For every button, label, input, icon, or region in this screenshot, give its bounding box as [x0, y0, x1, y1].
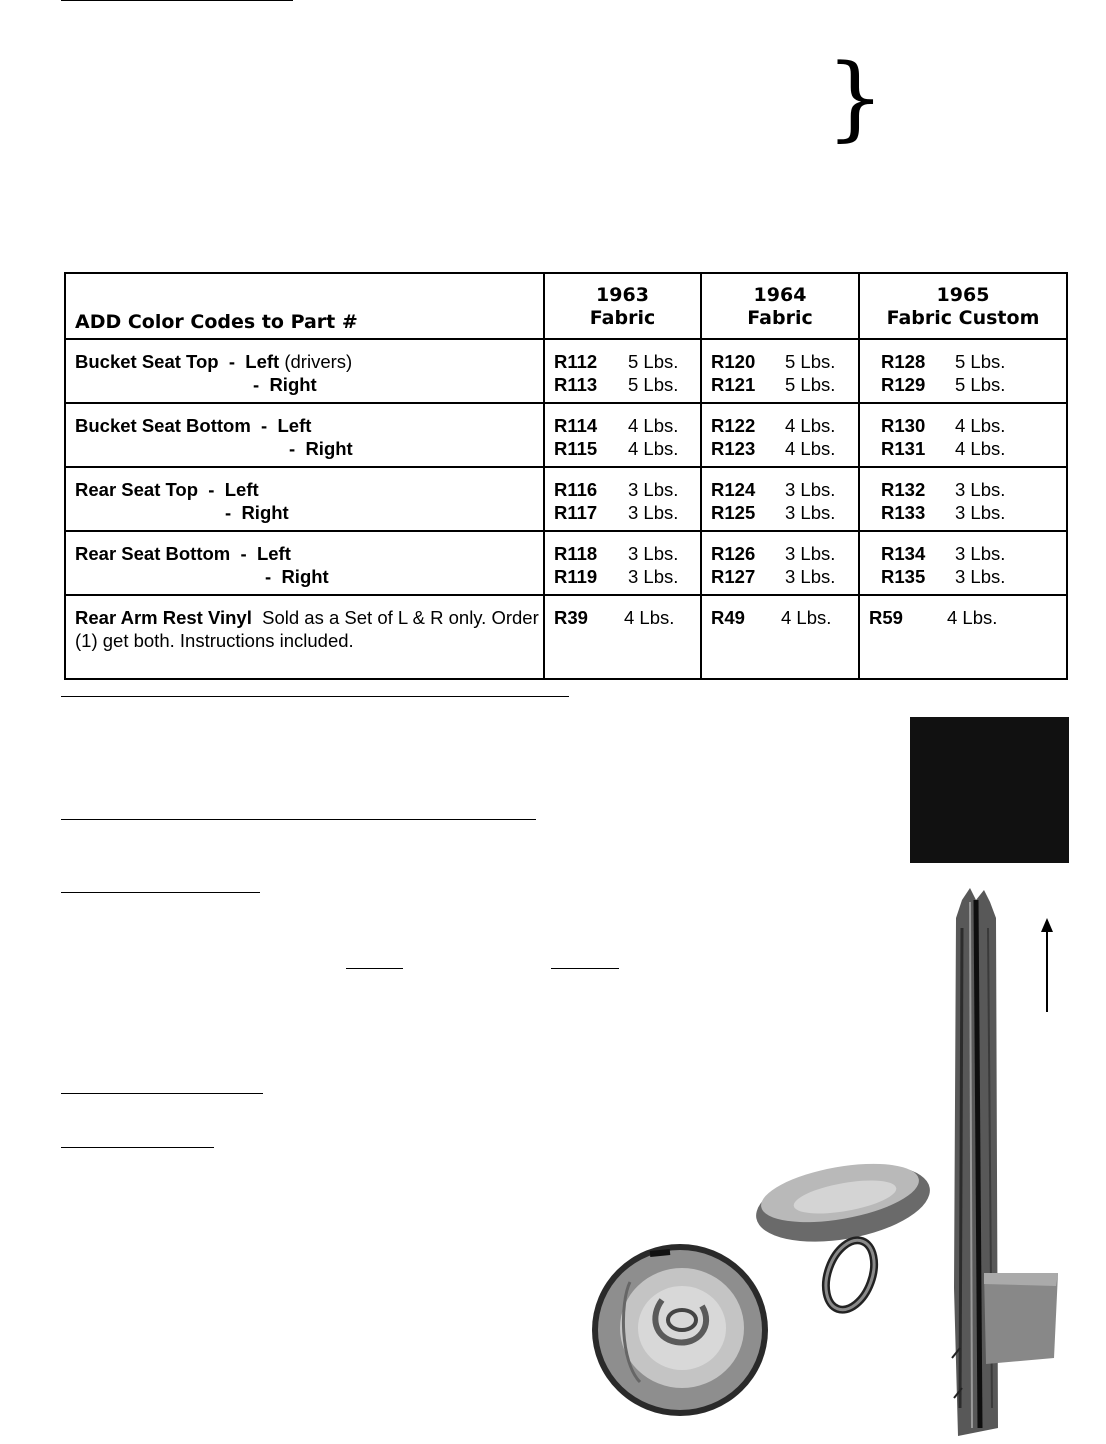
cell-1963: [544, 339, 701, 403]
cell-1964: [701, 467, 859, 531]
row-line1-extra: (drivers): [279, 351, 353, 372]
part-weight: 4 Lbs.: [628, 438, 679, 459]
row-line1: Rear Seat Bottom - Left: [75, 543, 291, 564]
part-code: R117: [554, 502, 598, 523]
brace-symbol: }: [826, 44, 885, 151]
row-description: [65, 531, 544, 595]
cell-1964: [701, 531, 859, 595]
underline-rule: [346, 968, 403, 969]
row-description: [65, 339, 544, 403]
row-line2: - Right: [289, 438, 353, 459]
row-description: [65, 403, 544, 467]
button-back-photo: [590, 1242, 770, 1418]
part-code: R125: [711, 502, 756, 523]
header-col-1964: [701, 273, 859, 339]
part-code: R130: [881, 415, 926, 436]
covered-button-photo: [750, 1163, 936, 1325]
underline-rule: [61, 696, 569, 697]
part-code: R39: [554, 607, 588, 628]
table-row: [65, 531, 1067, 595]
part-weight: 3 Lbs.: [955, 479, 1006, 500]
part-code: R59: [869, 607, 903, 628]
underline-rule: [61, 819, 536, 820]
row-line2: - Right: [253, 374, 317, 395]
part-weight: 4 Lbs.: [785, 438, 836, 459]
row-line1: Bucket Seat Top - Left: [75, 351, 280, 372]
part-code: R120: [711, 351, 756, 372]
part-code: R135: [881, 566, 926, 587]
part-weight: 3 Lbs.: [785, 566, 836, 587]
part-weight: 4 Lbs.: [955, 415, 1006, 436]
table-row: [65, 339, 1067, 403]
part-code: R113: [554, 374, 598, 395]
cell-1963: [544, 531, 701, 595]
part-code: R49: [711, 607, 745, 628]
part-weight: 5 Lbs.: [628, 351, 679, 372]
part-weight: 5 Lbs.: [955, 351, 1006, 372]
part-weight: 3 Lbs.: [628, 502, 679, 523]
underline-rule: [61, 1093, 263, 1094]
header-year: 1965: [936, 284, 990, 306]
table-row-armrest: [65, 595, 1067, 679]
header-year: 1963: [596, 284, 649, 306]
part-code: R134: [881, 543, 926, 564]
table-header-row: [65, 273, 1067, 339]
part-weight: 4 Lbs.: [785, 415, 836, 436]
part-weight: 3 Lbs.: [785, 543, 836, 564]
heading-underline: [61, 0, 293, 1]
part-weight: 3 Lbs.: [955, 566, 1006, 587]
underline-rule: [61, 1147, 214, 1148]
row-description: [65, 467, 544, 531]
part-code: R122: [711, 415, 756, 436]
table-row: [65, 403, 1067, 467]
color-swatch-black: [910, 717, 1069, 863]
part-code: R126: [711, 543, 756, 564]
underline-rule: [551, 968, 619, 969]
part-code: R118: [554, 543, 598, 564]
part-weight: 4 Lbs.: [947, 607, 998, 628]
part-weight: 3 Lbs.: [955, 543, 1006, 564]
cell-1964: [701, 595, 859, 679]
cell-1965: [859, 403, 1067, 467]
parts-table: [64, 272, 1068, 680]
cell-1964: [701, 403, 859, 467]
part-weight: 5 Lbs.: [955, 374, 1006, 395]
part-code: R119: [554, 566, 598, 587]
part-weight: 4 Lbs.: [628, 415, 679, 436]
cell-1965: [859, 467, 1067, 531]
part-code: R112: [554, 351, 598, 372]
part-code: R127: [711, 566, 756, 587]
part-weight: 5 Lbs.: [628, 374, 679, 395]
part-code: R129: [881, 374, 926, 395]
part-code: R123: [711, 438, 756, 459]
header-type: Fabric: [589, 307, 656, 329]
header-col-1965: [859, 273, 1067, 339]
part-code: R133: [881, 502, 926, 523]
part-weight: 3 Lbs.: [785, 479, 836, 500]
armrest-text: Sold as a Set of L & R only. Order (1) get both. Instructions included.: [75, 607, 539, 651]
part-weight: 3 Lbs.: [628, 543, 679, 564]
part-weight: 4 Lbs.: [955, 438, 1006, 459]
cell-1964: [701, 339, 859, 403]
part-weight: 3 Lbs.: [785, 502, 836, 523]
row-line1: Bucket Seat Bottom - Left: [75, 415, 312, 436]
header-year: 1964: [753, 284, 807, 306]
row-line1: Rear Seat Top - Left: [75, 479, 259, 500]
part-weight: 5 Lbs.: [785, 351, 836, 372]
part-weight: 4 Lbs.: [781, 607, 832, 628]
part-weight: 3 Lbs.: [628, 566, 679, 587]
cell-1963: [544, 595, 701, 679]
part-code: R124: [711, 479, 756, 500]
part-code: R131: [881, 438, 926, 459]
row-line2: - Right: [225, 502, 289, 523]
part-code: R115: [554, 438, 598, 459]
part-code: R114: [554, 415, 598, 436]
row-line2: - Right: [265, 566, 329, 587]
part-weight: 3 Lbs.: [628, 479, 679, 500]
welt-strip-photo: [940, 888, 1070, 1440]
part-weight: 3 Lbs.: [955, 502, 1006, 523]
table-row: [65, 467, 1067, 531]
armrest-description: [65, 595, 544, 679]
cell-1963: [544, 467, 701, 531]
cell-1965: [859, 595, 1067, 679]
part-weight: 5 Lbs.: [785, 374, 836, 395]
part-code: R128: [881, 351, 926, 372]
part-code: R116: [554, 479, 598, 500]
cell-1965: [859, 339, 1067, 403]
header-type: Fabric Custom: [886, 307, 1040, 329]
cell-1965: [859, 531, 1067, 595]
part-code: R121: [711, 374, 756, 395]
armrest-title: Rear Arm Rest Vinyl: [75, 607, 252, 628]
underline-rule: [61, 892, 260, 893]
header-label: ADD Color Codes to Part #: [65, 273, 544, 339]
header-col-1963: [544, 273, 701, 339]
part-code: R132: [881, 479, 926, 500]
cell-1963: [544, 403, 701, 467]
part-weight: 4 Lbs.: [624, 607, 675, 628]
header-type: Fabric: [747, 307, 813, 329]
